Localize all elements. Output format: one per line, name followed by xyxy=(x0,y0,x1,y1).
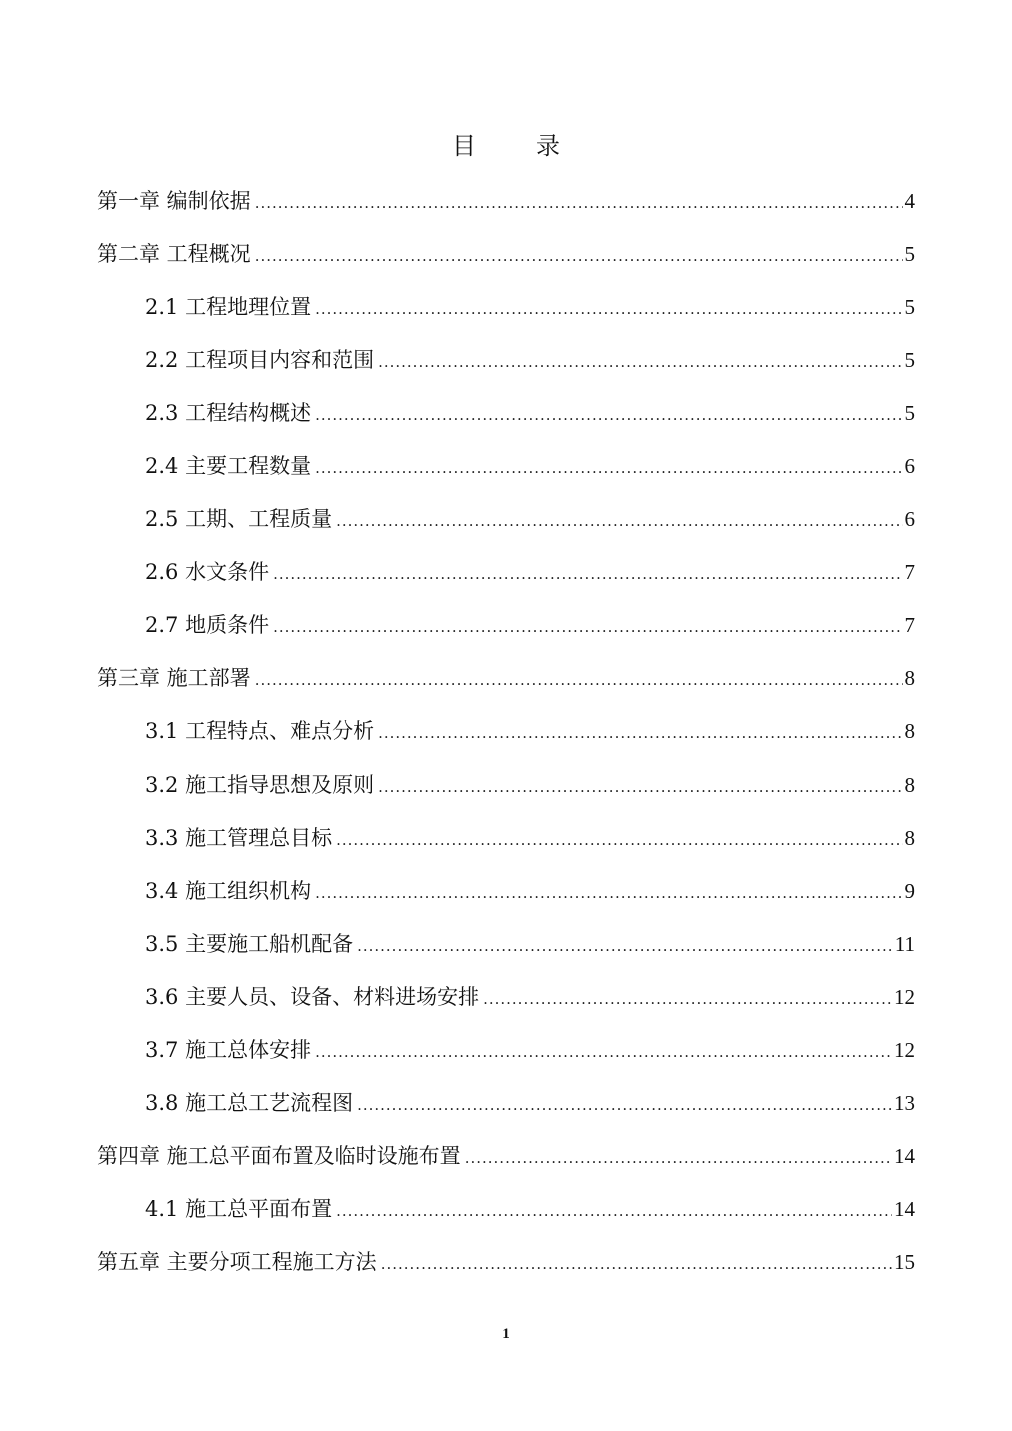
toc-entry[interactable] xyxy=(97,1032,915,1085)
toc-entry-page: 8 xyxy=(904,666,915,691)
toc-entry[interactable] xyxy=(97,1138,915,1191)
toc-dot-leader xyxy=(378,715,902,751)
toc-entry-label: 4.1 施工总平面布置 xyxy=(145,1196,333,1221)
toc-dot-leader xyxy=(378,769,902,805)
toc-entry-page: 15 xyxy=(894,1249,915,1274)
toc-dot-leader xyxy=(336,822,902,858)
toc-dot-leader xyxy=(483,981,892,1017)
toc-entry-label: 3.5 主要施工船机配备 xyxy=(145,931,354,956)
toc-dot-leader xyxy=(315,397,902,433)
toc-entry-page: 11 xyxy=(894,931,915,956)
toc-entry-page: 8 xyxy=(904,719,915,744)
toc-dot-leader xyxy=(315,875,902,911)
toc-entry-label: 3.7 施工总体安排 xyxy=(145,1037,312,1062)
page-title: 目录 xyxy=(452,132,620,160)
toc-entry[interactable] xyxy=(97,926,915,979)
toc-entry-label: 2.1 工程地理位置 xyxy=(145,295,312,320)
toc-entry-label: 第五章 主要分项工程施工方法 xyxy=(97,1249,377,1274)
toc-entry-label: 2.2 工程项目内容和范围 xyxy=(145,348,375,373)
toc-entry[interactable] xyxy=(97,236,915,289)
table-of-contents xyxy=(97,183,915,1297)
toc-entry-page: 5 xyxy=(904,242,915,267)
toc-entry[interactable] xyxy=(97,1244,915,1297)
toc-entry-page: 4 xyxy=(904,189,915,213)
toc-dot-leader xyxy=(336,1193,892,1229)
toc-entry[interactable] xyxy=(97,342,915,395)
toc-entry[interactable] xyxy=(97,979,915,1032)
toc-entry-page: 5 xyxy=(904,295,915,320)
toc-entry[interactable] xyxy=(97,607,915,660)
toc-entry-page: 7 xyxy=(904,613,915,638)
toc-dot-leader xyxy=(315,1034,892,1070)
toc-entry-label: 3.8 施工总工艺流程图 xyxy=(145,1090,354,1115)
toc-dot-leader xyxy=(465,1140,892,1176)
toc-dot-leader xyxy=(357,928,893,964)
toc-entry[interactable] xyxy=(97,501,915,554)
toc-entry-label: 2.6 水文条件 xyxy=(145,560,270,585)
toc-entry-page: 14 xyxy=(894,1196,915,1221)
toc-entry[interactable] xyxy=(97,554,915,607)
toc-entry[interactable] xyxy=(97,448,915,501)
toc-entry-page: 6 xyxy=(904,454,915,479)
toc-dot-leader xyxy=(315,450,902,486)
toc-entry-label: 2.3 工程结构概述 xyxy=(145,401,312,426)
toc-entry[interactable] xyxy=(97,289,915,342)
toc-entry-label: 2.4 主要工程数量 xyxy=(145,454,312,479)
toc-entry-label: 3.1 工程特点、难点分析 xyxy=(145,719,375,744)
toc-entry-page: 12 xyxy=(894,1037,915,1062)
toc-entry-label: 第三章 施工部署 xyxy=(97,666,251,691)
toc-dot-leader xyxy=(255,185,903,221)
toc-dot-leader xyxy=(336,503,902,539)
toc-entry[interactable] xyxy=(97,713,915,766)
toc-dot-leader xyxy=(315,291,902,327)
toc-entry-page: 7 xyxy=(904,560,915,585)
toc-entry-label: 3.4 施工组织机构 xyxy=(145,878,312,903)
toc-entry-page: 9 xyxy=(904,878,915,903)
toc-entry-label: 第四章 施工总平面布置及临时设施布置 xyxy=(97,1143,461,1168)
toc-entry[interactable] xyxy=(97,183,915,236)
toc-dot-leader xyxy=(357,1087,892,1123)
toc-entry[interactable] xyxy=(97,395,915,448)
toc-dot-leader xyxy=(273,556,902,592)
toc-entry-page: 14 xyxy=(894,1143,915,1168)
toc-entry[interactable] xyxy=(97,873,915,926)
toc-entry[interactable] xyxy=(97,1191,915,1244)
toc-entry-page: 13 xyxy=(894,1090,915,1115)
toc-entry-page: 12 xyxy=(894,984,915,1009)
toc-dot-leader xyxy=(273,609,902,645)
toc-entry-label: 3.6 主要人员、设备、材料进场安排 xyxy=(145,984,480,1009)
toc-entry-label: 3.3 施工管理总目标 xyxy=(145,825,333,850)
toc-dot-leader xyxy=(255,238,903,274)
toc-entry[interactable] xyxy=(97,767,915,820)
toc-entry-label: 2.5 工期、工程质量 xyxy=(145,507,333,532)
toc-entry-page: 8 xyxy=(904,772,915,797)
toc-entry-page: 5 xyxy=(904,348,915,373)
toc-dot-leader xyxy=(378,344,902,380)
toc-entry-label: 2.7 地质条件 xyxy=(145,613,270,638)
toc-entry[interactable] xyxy=(97,1085,915,1138)
toc-entry-page: 5 xyxy=(904,401,915,426)
toc-entry-page: 8 xyxy=(904,825,915,850)
toc-entry[interactable] xyxy=(97,660,915,713)
toc-entry-label: 第二章 工程概况 xyxy=(97,242,251,267)
toc-dot-leader xyxy=(255,662,903,698)
page-number: 1 xyxy=(502,1326,510,1342)
toc-entry-page: 6 xyxy=(904,507,915,532)
toc-entry-label: 第一章 编制依据 xyxy=(97,189,251,213)
toc-entry[interactable] xyxy=(97,820,915,873)
toc-dot-leader xyxy=(381,1246,892,1282)
toc-entry-label: 3.2 施工指导思想及原则 xyxy=(145,772,375,797)
